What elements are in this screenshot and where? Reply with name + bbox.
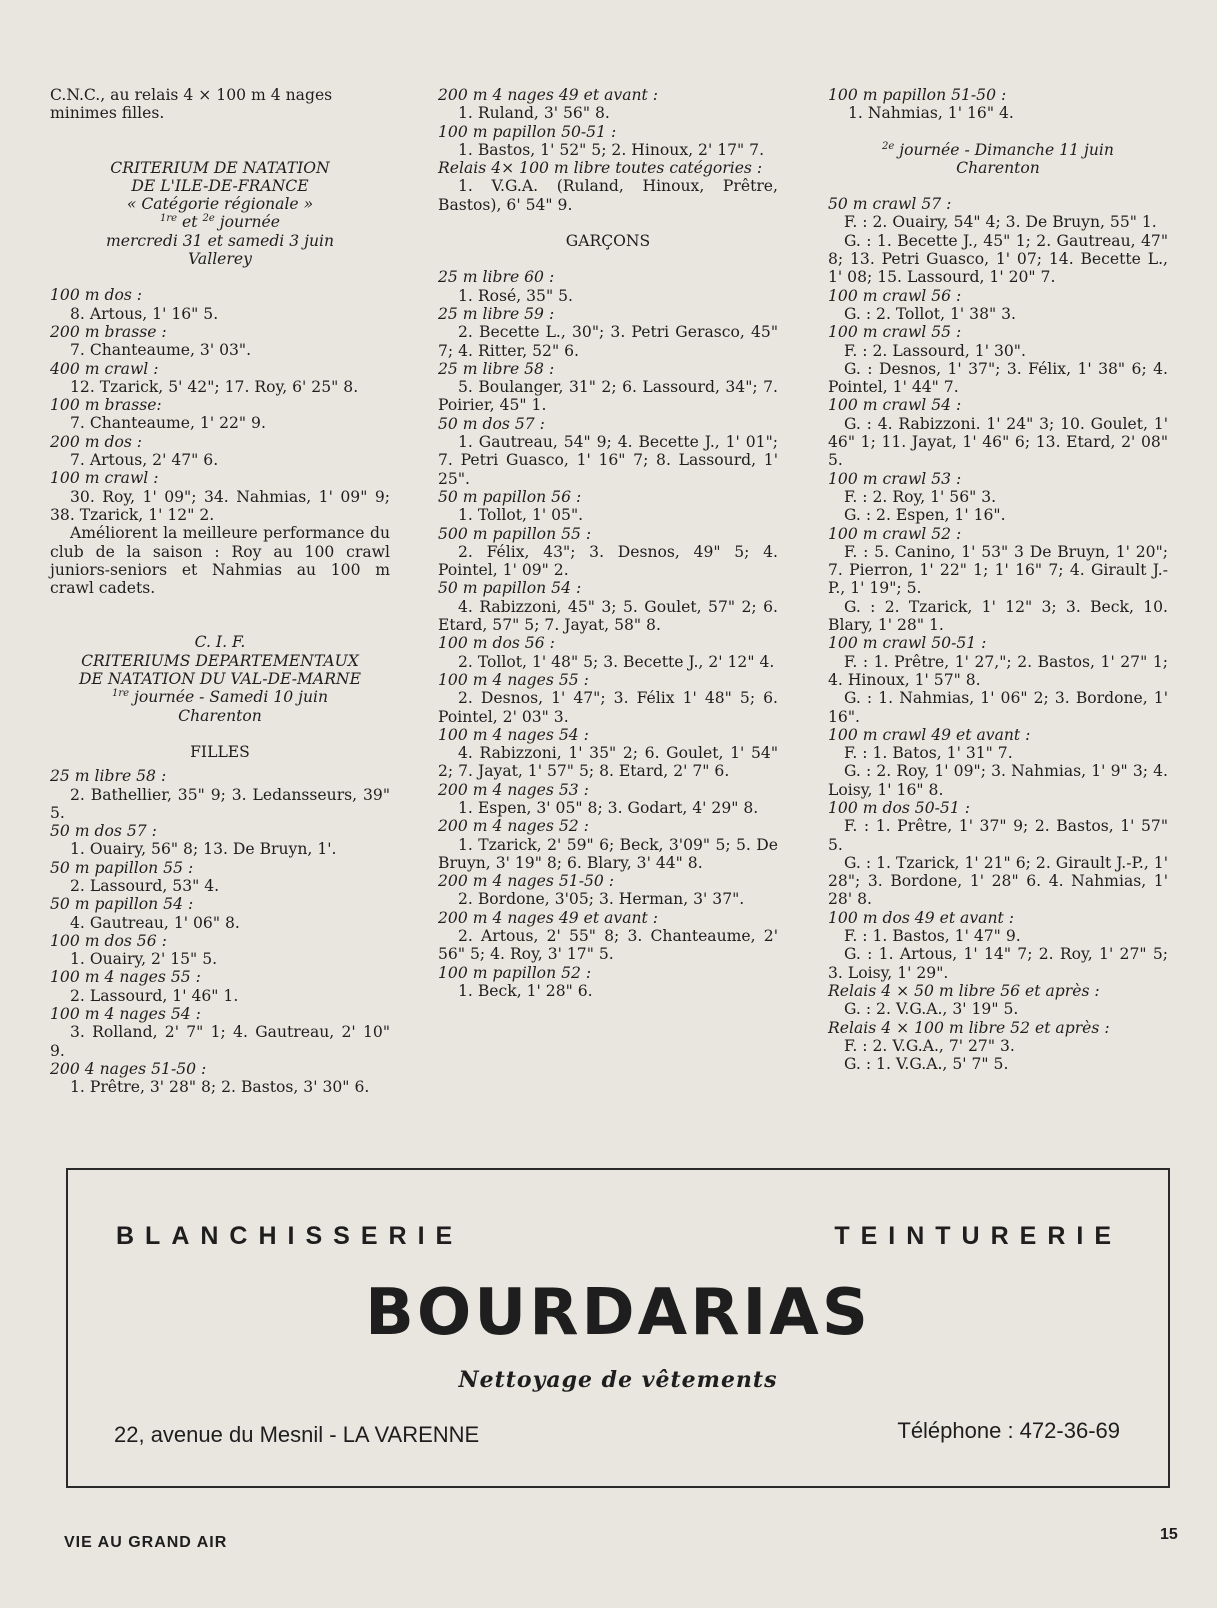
event-result: 1. Rosé, 35" 5.	[458, 286, 573, 305]
section-heading: mercredi 31 et samedi 3 juin	[105, 231, 335, 250]
event-result: 2. Becette L., 30"; 3. Petri Gerasco, 45" 7; 4. Ritter, 52" 6.	[438, 323, 783, 360]
results-list	[50, 767, 395, 1097]
event-result: 2. Artous, 2' 55" 8; 3. Chanteaume, 2' 56" 5; 4. Roy, 3' 17" 5.	[438, 927, 783, 964]
event-title: 100 m papillon 50-51 :	[438, 122, 617, 141]
ordinal: 2e	[882, 140, 895, 152]
event-title: 100 m dos 50-51 :	[828, 798, 970, 817]
event-title: 100 m brasse:	[50, 396, 162, 415]
event-result: G. : 2. Espen, 1' 16".	[844, 506, 1006, 525]
event-title: 200 m dos :	[50, 432, 143, 451]
event-title: 200 m 4 nages 51-50 :	[438, 872, 615, 891]
ad-left-title: BLANCHISSERIE	[116, 1222, 464, 1250]
event-title: 100 m 4 nages 55 :	[438, 670, 589, 689]
event-title: 25 m libre 58 :	[50, 767, 167, 786]
results-list	[828, 86, 1168, 123]
event-result: 7. Artous, 2' 47" 6.	[70, 451, 219, 470]
event-title: 25 m libre 59 :	[438, 304, 555, 323]
event-result: F. : 1. Bastos, 1' 47" 9.	[844, 927, 1021, 946]
event-title: 100 m dos 56 :	[50, 931, 167, 950]
event-result: 1. Prêtre, 3' 28" 8; 2. Bastos, 3' 30" 6.	[70, 1078, 370, 1097]
event-title: 400 m crawl :	[50, 359, 159, 378]
event-title: 50 m papillon 54 :	[438, 579, 582, 598]
ad-right-title: TEINTURERIE	[834, 1222, 1122, 1250]
event-result: 1. Ouairy, 56" 8; 13. De Bruyn, 1'.	[70, 840, 337, 859]
event-result: 7. Chanteaume, 1' 22" 9.	[70, 414, 266, 433]
event-title: 50 m papillon 56 :	[438, 487, 582, 506]
event-title: 100 m dos :	[50, 286, 143, 305]
advertisement-box	[66, 1168, 1170, 1488]
ad-tagline: Nettoyage de vêtements	[458, 1367, 778, 1393]
event-result: G. : Desnos, 1' 37"; 3. Félix, 1' 38" 6; 4. Pointel, 1' 44" 7.	[828, 359, 1173, 397]
event-title: Relais 4× 100 m libre toutes catégories :	[438, 159, 763, 178]
event-title: 100 m papillon 51-50 :	[828, 86, 1007, 104]
event-result: 4. Gautreau, 1' 06" 8.	[70, 913, 240, 932]
event-result: 1. Tzarick, 2' 59" 6; Beck, 3'09" 5; 5. De Bruyn, 3' 19" 8; 6. Blary, 3' 44" 8.	[438, 835, 783, 872]
event-result: 1. Ouairy, 2' 15" 5.	[70, 950, 218, 969]
event-result: G. : 1. Becette J., 45" 1; 2. Gautreau, 47" 8; 13. Petri Guasco, 1' 07; 14. Becette L., 1' 08; 15. Lassourd, 1' 20" 7.	[828, 231, 1173, 287]
event-result: G. : 4. Rabizzoni. 1' 24" 3; 10. Goulet, 1' 46" 1; 11. Jayat, 1' 46" 6; 13. Etard, 2' 08" 5.	[828, 414, 1173, 470]
event-result: 2. Lassourd, 53" 4.	[70, 876, 220, 895]
ordinal: 1re	[111, 688, 130, 700]
heading-word: journée	[219, 213, 280, 232]
event-title: 100 m 4 nages 54 :	[438, 725, 589, 744]
event-result: 3. Rolland, 2' 7" 1; 4. Gautreau, 2' 10" 9.	[50, 1023, 395, 1060]
page-number: 15	[1160, 1526, 1178, 1543]
event-title: 100 m dos 56 :	[438, 634, 555, 653]
event-title: 50 m dos 57 :	[438, 414, 545, 433]
event-title: 100 m 4 nages 55 :	[50, 968, 201, 987]
event-result: 1. Ruland, 3' 56" 8.	[458, 104, 610, 123]
event-title: 100 m crawl :	[50, 469, 159, 488]
event-result: 8. Artous, 1' 16" 5.	[70, 304, 219, 323]
ad-phone: Téléphone : 472-36-69	[897, 1418, 1120, 1443]
event-title: 100 m 4 nages 54 :	[50, 1005, 201, 1024]
section-subheading: GARÇONS	[565, 232, 651, 251]
event-title: 25 m libre 60 :	[438, 268, 555, 287]
intro-line: minimes filles.	[50, 104, 165, 123]
results-list	[438, 86, 783, 214]
ad-brand-name: BOURDARIAS	[365, 1276, 871, 1350]
event-result: G. : 2. V.G.A., 3' 19" 5.	[844, 1000, 1019, 1019]
heading-word: journée - Dimanche 11 juin	[899, 140, 1114, 159]
section-heading: « Catégorie régionale »	[126, 195, 314, 214]
event-result: F. : 1. Prêtre, 1' 27,"; 2. Bastos, 1' 27" 1; 4. Hinoux, 1' 57" 8.	[828, 652, 1173, 689]
event-title: 200 4 nages 51-50 :	[50, 1059, 207, 1078]
ordinal: 1re	[160, 213, 178, 225]
section-heading: DE L'ILE-DE-FRANCE	[131, 176, 309, 195]
intro-line: C.N.C., au relais 4 × 100 m 4 nages	[50, 86, 333, 104]
event-result: 30. Roy, 1' 09"; 34. Nahmias, 1' 09" 9; 38. Tzarick, 1' 12" 2.	[50, 487, 395, 524]
event-title: 100 m crawl 56 :	[828, 286, 962, 305]
event-title: 100 m crawl 49 et avant :	[828, 725, 1031, 744]
event-title: 100 m dos 49 et avant :	[828, 908, 1014, 927]
event-title: 25 m libre 58 :	[438, 359, 555, 378]
event-title: 100 m crawl 50-51 :	[828, 634, 987, 653]
event-title: 100 m crawl 54 :	[828, 396, 962, 415]
event-title: Relais 4 × 50 m libre 56 et après :	[828, 981, 1100, 1000]
event-title: 200 m 4 nages 49 et avant :	[438, 908, 659, 927]
event-result: G. : 1. Artous, 1' 14" 7; 2. Roy, 1' 27" 5; 3. Loisy, 1' 29".	[828, 945, 1173, 982]
paragraph: Améliorent la meilleure performance du club de la saison : Roy au 100 crawl juniors-seniors et Nahmias au 100 m crawl cadets.	[50, 524, 395, 598]
event-result: G. : 2. Roy, 1' 09"; 3. Nahmias, 1' 9" 3; 4. Loisy, 1' 16" 8.	[828, 762, 1173, 799]
event-title: 50 m crawl 57 :	[828, 195, 952, 214]
section-heading: C. I. F.	[194, 633, 246, 652]
event-result: G. : 2. Tzarick, 1' 12" 3; 3. Beck, 10. Blary, 1' 28" 1.	[828, 597, 1173, 635]
event-result: F. : 2. V.G.A., 7' 27" 3.	[844, 1036, 1015, 1055]
section-heading: DE NATATION DU VAL-DE-MARNE	[79, 670, 361, 689]
event-result: 4. Rabizzoni, 45" 3; 5. Goulet, 57" 2; 6. Etard, 57" 5; 7. Jayat, 58" 8.	[438, 597, 783, 635]
event-result: 5. Boulanger, 31" 2; 6. Lassourd, 34"; 7. Poirier, 45" 1.	[438, 378, 783, 415]
event-result: 2. Desnos, 1' 47"; 3. Félix 1' 48" 5; 6. Pointel, 2' 03" 3.	[438, 689, 783, 726]
event-title: 200 m 4 nages 53 :	[438, 780, 589, 799]
event-title: 200 m 4 nages 49 et avant :	[438, 86, 659, 104]
event-result: 1. Espen, 3' 05" 8; 3. Godart, 4' 29" 8.	[458, 798, 759, 817]
event-title: 50 m papillon 54 :	[50, 895, 194, 914]
event-result: 1. Bastos, 1' 52" 5; 2. Hinoux, 2' 17" 7.	[458, 140, 765, 159]
event-result: 2. Bathellier, 35" 9; 3. Ledansseurs, 39" 5.	[50, 785, 395, 822]
event-title: 100 m crawl 53 :	[828, 469, 962, 488]
section-heading	[50, 688, 390, 706]
section-heading: CRITERIUM DE NATATION	[110, 158, 330, 177]
column-3	[828, 86, 1173, 1074]
event-title: 100 m crawl 55 :	[828, 323, 962, 342]
event-title: 200 m 4 nages 52 :	[438, 817, 589, 836]
event-result: 1. Beck, 1' 28" 6.	[458, 981, 593, 1000]
event-result: 1. Tollot, 1' 05".	[458, 506, 584, 525]
heading-word: journée - Samedi 10 juin	[134, 688, 329, 707]
section-heading: Charenton	[178, 706, 262, 725]
ordinal: 2e	[202, 213, 215, 225]
event-result: 2. Félix, 43"; 3. Desnos, 49" 5; 4. Pointel, 1' 09" 2.	[438, 542, 783, 580]
event-result: 1. Gautreau, 54" 9; 4. Becette J., 1' 01"; 7. Petri Guasco, 1' 16" 7; 8. Lassourd, 1' 25".	[438, 433, 783, 488]
event-title: 200 m brasse :	[50, 322, 167, 341]
event-result: 2. Tollot, 1' 48" 5; 3. Becette J., 2' 12" 4.	[458, 652, 775, 671]
event-result: F. : 2. Roy, 1' 56" 3.	[844, 487, 997, 506]
event-result: G. : 1. V.G.A., 5' 7" 5.	[844, 1055, 1009, 1074]
section-heading: Vallerey	[188, 250, 252, 269]
event-title: 50 m papillon 55 :	[50, 858, 194, 877]
results-list	[50, 286, 395, 524]
event-title: Relais 4 × 100 m libre 52 et après :	[828, 1018, 1110, 1037]
event-result: G. : 1. Nahmias, 1' 06" 2; 3. Bordone, 1' 16".	[828, 689, 1173, 726]
event-title: 50 m dos 57 :	[50, 822, 157, 841]
footer-title: VIE AU GRAND AIR	[64, 1534, 228, 1551]
column-1	[50, 86, 395, 1097]
event-result: F. : 1. Batos, 1' 31" 7.	[844, 744, 1013, 763]
section-heading	[828, 141, 1168, 159]
event-result: F. : 2. Ouairy, 54" 4; 3. De Bruyn, 55" 1.	[844, 213, 1157, 232]
event-result: 4. Rabizzoni, 1' 35" 2; 6. Goulet, 1' 54" 2; 7. Jayat, 1' 57" 5; 8. Etard, 2' 7" 6.	[438, 744, 783, 781]
event-result: 1. V.G.A. (Ruland, Hinoux, Prêtre, Bastos), 6' 54" 9.	[438, 177, 783, 214]
results-list	[438, 268, 783, 1000]
event-result: F. : 1. Prêtre, 1' 37" 9; 2. Bastos, 1' 57" 5.	[828, 817, 1173, 854]
section-heading	[50, 213, 390, 231]
event-result: 1. Nahmias, 1' 16" 4.	[848, 104, 1014, 123]
heading-word: et	[182, 213, 198, 232]
event-title: 500 m papillon 55 :	[438, 524, 592, 543]
column-2	[438, 86, 783, 1000]
event-result: G. : 1. Tzarick, 1' 21" 6; 2. Girault J.-P., 1' 28"; 3. Bordone, 1' 28" 6. 4. Nahmias, 1' 28' 8.	[828, 853, 1173, 909]
event-result: 7. Chanteaume, 3' 03".	[70, 341, 252, 360]
event-result: G. : 2. Tollot, 1' 38" 3.	[844, 304, 1016, 323]
event-title: 100 m papillon 52 :	[438, 963, 592, 982]
event-title: 100 m crawl 52 :	[828, 524, 962, 543]
ad-address: 22, avenue du Mesnil - LA VARENNE	[114, 1422, 480, 1447]
event-result: F. : 5. Canino, 1' 53" 3 De Bruyn, 1' 20"; 7. Pierron, 1' 22" 1; 1' 16" 7; 4. Girault J.-P., 1' 19"; 5.	[828, 542, 1173, 598]
results-list	[828, 195, 1173, 1074]
event-result: F. : 2. Lassourd, 1' 30".	[844, 341, 1026, 360]
event-result: 2. Lassourd, 1' 46" 1.	[70, 986, 239, 1005]
event-result: 2. Bordone, 3'05; 3. Herman, 3' 37".	[458, 890, 745, 909]
event-result: 12. Tzarick, 5' 42"; 17. Roy, 6' 25" 8.	[70, 377, 359, 396]
section-subheading: FILLES	[190, 742, 250, 761]
section-heading: Charenton	[956, 158, 1040, 177]
section-heading: CRITERIUMS DEPARTEMENTAUX	[81, 651, 359, 670]
